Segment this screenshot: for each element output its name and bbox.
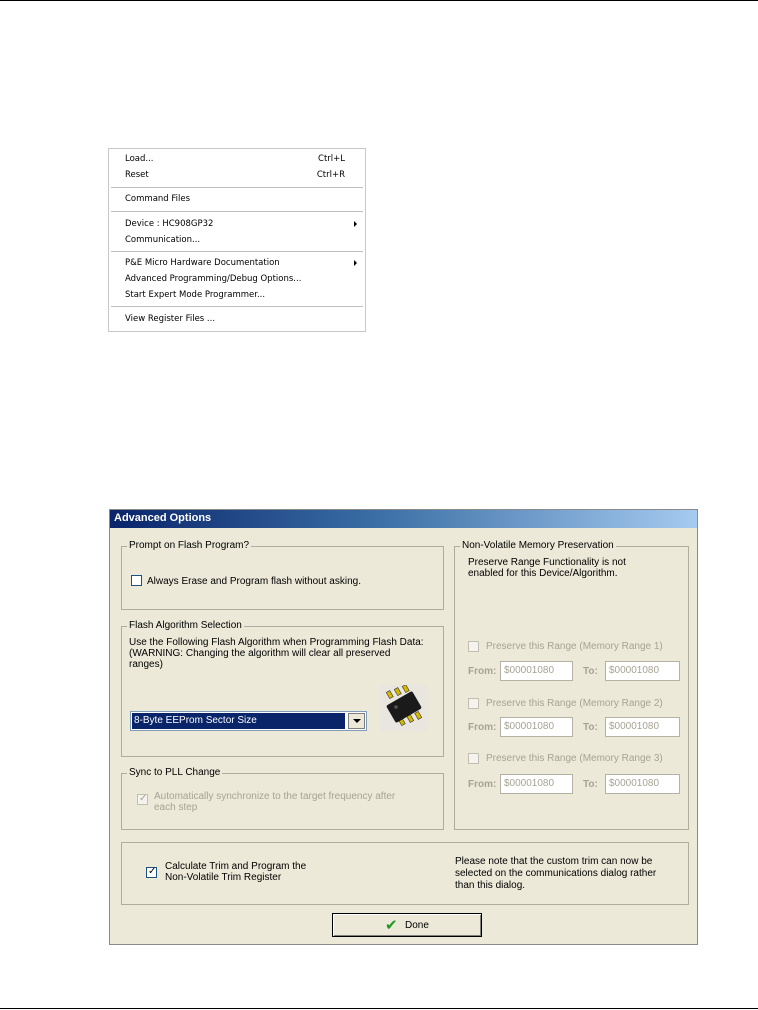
range-2-from-field[interactable]: $00001080 [500, 717, 573, 737]
calculate-trim-checkbox[interactable] [146, 867, 157, 878]
menu-item-communication[interactable] [125, 233, 357, 247]
nvm-note: Preserve Range Functionality is not [468, 557, 626, 568]
checkmark-icon: ✔ [385, 916, 398, 934]
flash-algorithm-group [121, 620, 444, 757]
nvm-note-cont: enabled for this Device/Algorithm. [468, 568, 618, 579]
menu-item-shortcut: Ctrl+R [316, 170, 345, 180]
menu-item-label: Load... [125, 154, 154, 164]
flash-algorithm-warning: (WARNING: Changing the algorithm will clear all preserved [129, 648, 391, 659]
flash-algorithm-warning-cont: ranges) [129, 659, 163, 670]
menu-item-label: Advanced Programming/Debug Options... [125, 274, 302, 284]
menu-item-hardware-docs[interactable] [125, 256, 357, 270]
range-3-from-label: From: [468, 779, 497, 790]
range-2-from-label: From: [468, 722, 497, 733]
menu-separator [111, 187, 363, 188]
pll-sync-checkbox[interactable] [137, 794, 148, 805]
trim-note-end: than this dialog. [455, 880, 526, 891]
submenu-arrow-icon [354, 260, 357, 266]
preserve-range-1-label: Preserve this Range (Memory Range 1) [486, 641, 663, 652]
range-3-to-label: To: [583, 779, 598, 790]
checkmark-icon: ✓ [148, 866, 157, 877]
nvm-group-label: Non-Volatile Memory Preservation [462, 540, 614, 551]
menu-item-label: Reset [125, 170, 149, 180]
dialog-title-bar[interactable] [110, 510, 697, 528]
pll-sync-label: Automatically synchronize to the target frequency after [154, 791, 396, 802]
top-rule [0, 0, 758, 1]
menu-item-device[interactable] [125, 217, 357, 231]
menu-item-label: Command Files [125, 194, 191, 204]
preserve-range-3-checkbox[interactable] [468, 753, 479, 764]
pll-sync-label-cont: each step [154, 802, 198, 813]
menu-item-label: Device : HC908GP32 [125, 219, 214, 229]
menu-item-shortcut: Ctrl+L [318, 154, 345, 164]
range-1-from-label: From: [468, 666, 497, 677]
prompt-group-label: Prompt on Flash Program? [129, 540, 250, 551]
submenu-arrow-icon [354, 221, 357, 227]
menu-item-label: Communication... [125, 235, 201, 245]
menu-item-label: Start Expert Mode Programmer... [125, 290, 266, 300]
trim-note-cont: selected on the communications dialog rather [455, 868, 657, 879]
always-erase-label[interactable]: Always Erase and Program flash without asking. [147, 576, 361, 587]
prompt-group [121, 540, 444, 610]
bottom-rule [0, 1008, 758, 1009]
preserve-range-1-checkbox[interactable] [468, 641, 479, 652]
done-button[interactable] [332, 913, 482, 937]
context-menu [108, 148, 366, 332]
ic-chip-icon [380, 685, 428, 731]
trim-group [121, 842, 689, 905]
nvm-preservation-group [454, 540, 689, 830]
flash-algorithm-group-label: Flash Algorithm Selection [129, 620, 242, 631]
flash-algorithm-select[interactable] [130, 711, 367, 731]
chevron-down-icon[interactable] [348, 713, 365, 729]
menu-item-label: View Register Files ... [125, 314, 216, 324]
preserve-range-2-checkbox[interactable] [468, 698, 479, 709]
range-1-from-field[interactable]: $00001080 [500, 661, 573, 681]
advanced-options-dialog [109, 509, 698, 945]
menu-item-label: P&E Micro Hardware Documentation [125, 258, 280, 268]
menu-separator [111, 306, 363, 307]
dialog-title: Advanced Options [114, 512, 212, 524]
range-1-to-field[interactable]: $00001080 [605, 661, 680, 681]
menu-item-advanced-options[interactable] [125, 272, 357, 286]
checkmark-icon: ✓ [139, 793, 148, 804]
range-2-to-label: To: [583, 722, 598, 733]
menu-item-expert-mode[interactable] [125, 288, 357, 302]
range-3-to-field[interactable]: $00001080 [605, 774, 680, 794]
menu-item-command-files[interactable] [125, 192, 357, 206]
calculate-trim-label[interactable]: Calculate Trim and Program the [165, 861, 307, 872]
menu-item-load[interactable] [125, 152, 357, 166]
preserve-range-2-label: Preserve this Range (Memory Range 2) [486, 698, 663, 709]
flash-algorithm-description: Use the Following Flash Algorithm when Programming Flash Data: [129, 637, 424, 648]
range-3-from-field[interactable]: $00001080 [500, 774, 573, 794]
always-erase-checkbox[interactable] [131, 575, 142, 586]
pll-group-label: Sync to PLL Change [129, 767, 221, 778]
range-1-to-label: To: [583, 666, 598, 677]
menu-item-view-register-files[interactable] [125, 312, 357, 326]
pll-group [121, 767, 444, 830]
menu-separator [111, 251, 363, 252]
flash-algorithm-selected: 8-Byte EEProm Sector Size [132, 713, 345, 729]
preserve-range-3-label: Preserve this Range (Memory Range 3) [486, 753, 663, 764]
range-2-to-field[interactable]: $00001080 [605, 717, 680, 737]
done-button-label: Done [405, 920, 429, 931]
menu-separator [111, 211, 363, 212]
menu-item-reset[interactable] [125, 168, 357, 182]
calculate-trim-label-cont[interactable]: Non-Volatile Trim Register [165, 872, 282, 883]
trim-note: Please note that the custom trim can now be [455, 856, 653, 867]
